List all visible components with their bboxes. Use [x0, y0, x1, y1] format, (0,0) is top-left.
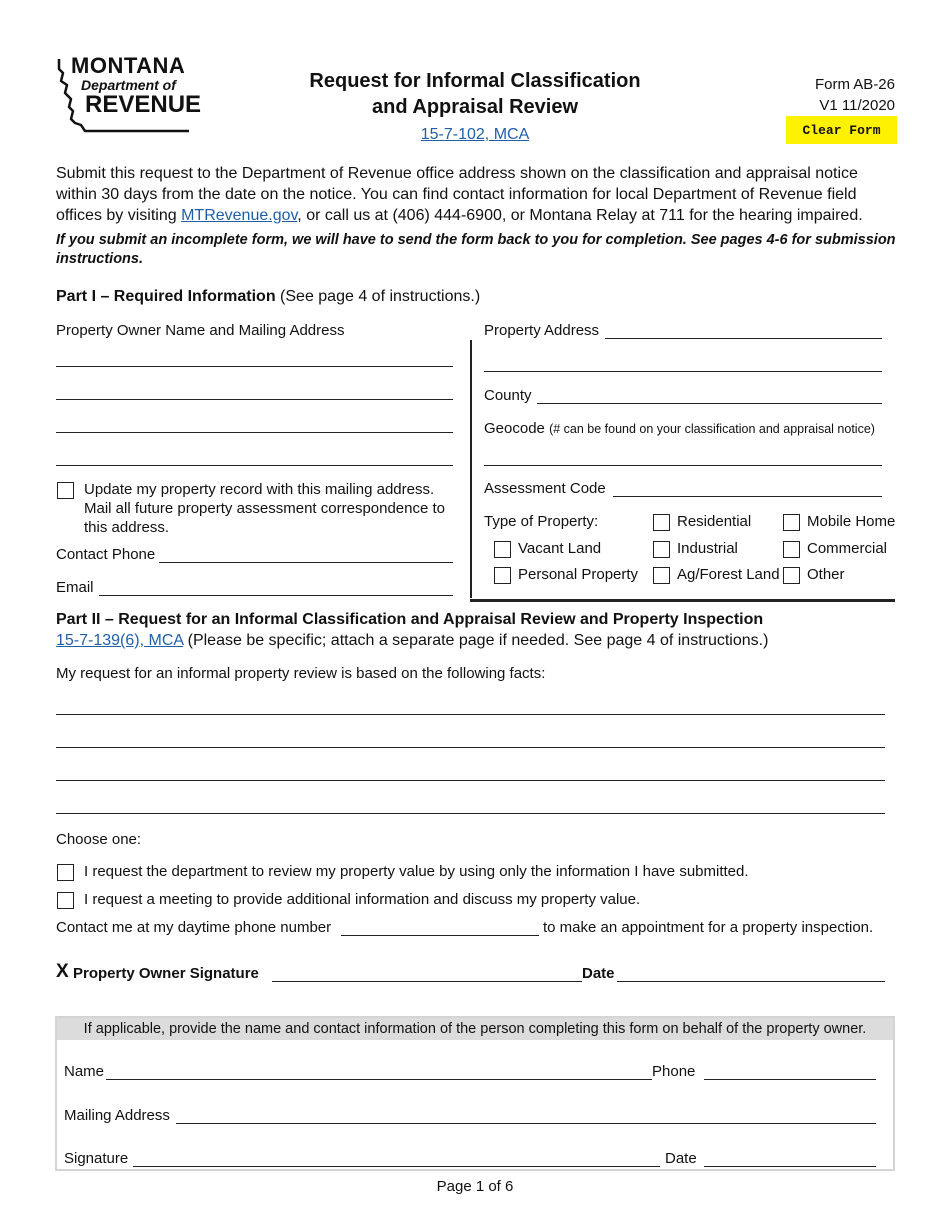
statute-link-wrapper	[250, 126, 700, 144]
applicant-name-label: Name	[64, 1063, 105, 1080]
applicant-mailing-field[interactable]	[176, 1123, 876, 1124]
applicant-signature-field[interactable]	[133, 1166, 660, 1167]
property-address-label: Property Address	[484, 322, 600, 339]
daytime-phone-field[interactable]	[341, 935, 539, 936]
logo-revenue: REVENUE	[85, 91, 202, 118]
property-address-field-2[interactable]	[484, 371, 882, 372]
industrial-label: Industrial	[677, 540, 738, 557]
other-label: Other	[807, 566, 845, 583]
applicant-date-field[interactable]	[704, 1166, 876, 1167]
page-number: Page 1 of 6	[436, 1178, 514, 1195]
part2-subheading	[56, 632, 768, 650]
facts-line-3[interactable]	[56, 780, 885, 781]
statute-link[interactable]: 15-7-102, MCA	[420, 126, 530, 143]
facts-line-1[interactable]	[56, 714, 885, 715]
assessment-code-label: Assessment Code	[484, 480, 606, 497]
personal-property-checkbox[interactable]	[494, 567, 511, 584]
montana-dor-logo	[55, 53, 202, 135]
owner-signature-field[interactable]	[272, 981, 582, 982]
ag-forest-label: Ag/Forest Land	[677, 566, 780, 583]
form-number-block	[815, 74, 895, 116]
part1-bottom-rule	[470, 599, 895, 602]
property-type-label: Type of Property:	[484, 513, 599, 530]
contact-phone-label: Contact Phone	[56, 546, 156, 563]
form-number: Form AB-26	[814, 76, 895, 93]
applicant-date-label: Date	[665, 1150, 697, 1167]
geocode-label-text: Geocode	[484, 420, 545, 437]
update-address-checkbox[interactable]	[57, 482, 74, 499]
mobile-home-checkbox[interactable]	[783, 514, 800, 531]
property-address-field-1[interactable]	[605, 338, 882, 339]
update-label-line-2: Mail all future property assessment correspondence to	[84, 500, 446, 517]
residential-checkbox[interactable]	[653, 514, 670, 531]
residential-label: Residential	[677, 513, 752, 530]
owner-address-line-2[interactable]	[56, 399, 453, 400]
part1-heading-bold: Part I – Required Information	[56, 288, 276, 305]
intro-paragraph	[56, 163, 896, 226]
facts-label: My request for an informal property review is based on the following facts:	[56, 665, 546, 682]
owner-date-label: Date	[582, 965, 615, 982]
geocode-note: (# can be found on your classification and appraisal notice)	[549, 422, 875, 436]
owner-address-line-3[interactable]	[56, 432, 453, 433]
applicant-mailing-label: Mailing Address	[64, 1107, 170, 1124]
part2-heading: Part II – Request for an Informal Classification and Appraisal Review and Property Inspection	[56, 611, 764, 628]
mtrevenue-link[interactable]: MTRevenue.gov	[181, 207, 298, 224]
geocode-label	[484, 420, 875, 437]
geocode-field[interactable]	[484, 465, 882, 466]
commercial-label: Commercial	[807, 540, 888, 557]
form-version: V1 11/2020	[819, 97, 895, 114]
request-meeting-checkbox[interactable]	[57, 892, 74, 909]
part2-statute-rest: (Please be specific; attach a separate page if needed. See page 4 of instructions.)	[183, 632, 769, 649]
facts-line-4[interactable]	[56, 813, 885, 814]
part1-heading-rest: (See page 4 of instructions.)	[275, 288, 481, 305]
applicant-phone-label: Phone	[652, 1063, 696, 1080]
applicant-phone-field[interactable]	[704, 1079, 876, 1080]
email-field[interactable]	[99, 595, 453, 596]
owner-signature-label: Property Owner Signature	[73, 965, 259, 982]
daytime-phone-label: Contact me at my daytime phone number	[56, 919, 332, 936]
review-submitted-info-checkbox[interactable]	[57, 864, 74, 881]
county-field[interactable]	[537, 403, 882, 404]
choose-one-label: Choose one:	[56, 831, 142, 848]
update-label-line-3: this address.	[84, 519, 170, 536]
intro-text-1: Submit this request to the Department of Revenue office address shown on the classification and appraisal notice within 30 days from the date on the notice. You can find contact information for local Department of Revenue field offices by visiting	[56, 165, 858, 224]
applicant-name-field[interactable]	[106, 1079, 652, 1080]
applicant-heading: If applicable, provide the name and contact information of the person completing this form on behalf of the property owner.	[57, 1018, 893, 1040]
contact-phone-field[interactable]	[159, 562, 453, 563]
title-line-1: Request for Informal Classification	[309, 70, 641, 92]
part1-column-divider	[470, 340, 472, 598]
vacant-land-label: Vacant Land	[518, 540, 602, 557]
owner-name-address-label: Property Owner Name and Mailing Address	[56, 322, 345, 339]
applicant-signature-label: Signature	[64, 1150, 129, 1167]
title-line-2: and Appraisal Review	[372, 96, 578, 118]
request-meeting-label: I request a meeting to provide additional information and discuss my property value.	[84, 891, 641, 908]
county-label: County	[484, 387, 532, 404]
mobile-home-label: Mobile Home	[807, 513, 896, 530]
update-address-label	[84, 480, 445, 537]
clear-form-button[interactable]: Clear Form	[786, 116, 897, 144]
assessment-code-field[interactable]	[613, 496, 882, 497]
vacant-land-checkbox[interactable]	[494, 541, 511, 558]
other-checkbox[interactable]	[783, 567, 800, 584]
facts-line-2[interactable]	[56, 747, 885, 748]
part1-heading	[56, 288, 480, 306]
owner-date-field[interactable]	[617, 981, 885, 982]
owner-address-line-4[interactable]	[56, 465, 453, 466]
intro-text-2: , or call us at (406) 444-6900, or Montana Relay at 711 for the hearing impaired.	[297, 207, 863, 224]
owner-address-line-1[interactable]	[56, 366, 453, 367]
industrial-checkbox[interactable]	[653, 541, 670, 558]
part2-statute-link[interactable]: 15-7-139(6), MCA	[56, 632, 184, 649]
commercial-checkbox[interactable]	[783, 541, 800, 558]
update-label-line-1: Update my property record with this mailing address.	[84, 481, 435, 498]
personal-property-label: Personal Property	[518, 566, 639, 583]
logo-department: Department of	[81, 77, 176, 93]
inspection-appointment-text: to make an appointment for a property inspection.	[543, 919, 874, 936]
signature-x-mark: X	[56, 961, 69, 982]
ag-forest-checkbox[interactable]	[653, 567, 670, 584]
logo-montana: MONTANA	[71, 53, 186, 78]
email-label: Email	[56, 579, 94, 596]
form-title	[250, 68, 700, 120]
incomplete-warning: If you submit an incomplete form, we will have to send the form back to you for completion. See pages 4-6 for submission instructions.	[56, 232, 896, 267]
review-submitted-info-label: I request the department to review my property value by using only the information I have submitted.	[84, 863, 749, 880]
